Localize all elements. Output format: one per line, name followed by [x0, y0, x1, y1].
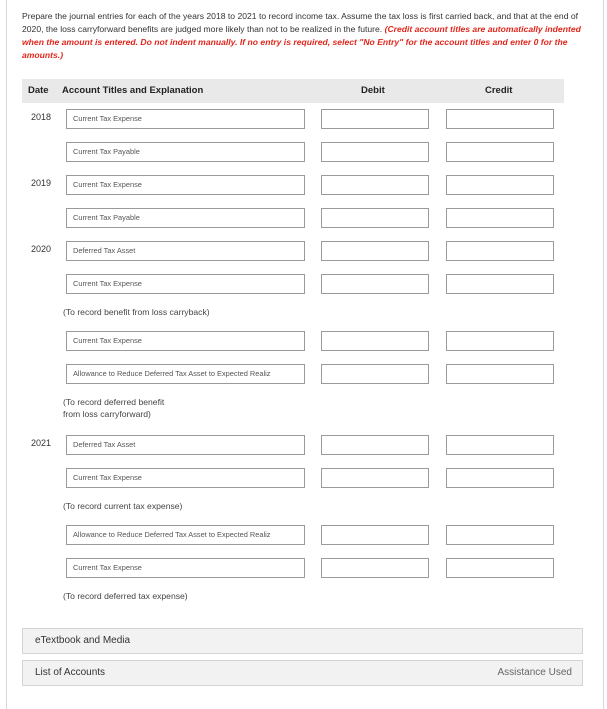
credit-input[interactable]	[446, 558, 554, 578]
account-title-input[interactable]: Allowance to Reduce Deferred Tax Asset to Expected Realiz	[66, 525, 305, 545]
debit-input[interactable]	[321, 175, 429, 195]
table-header	[22, 79, 564, 103]
instructions-text: Prepare the journal entries for each of the years 2018 to 2021 to record income tax. Assume the tax loss is first carried back, and that at the end of 2020, the loss carryforward benefits are judged more likely than not to be realized in the future.	[22, 11, 579, 34]
entry-explanation: (To record deferred tax expense)	[63, 591, 188, 601]
header-debit: Debit	[361, 85, 385, 96]
journal-row	[0, 239, 607, 263]
debit-input[interactable]	[321, 364, 429, 384]
credit-input[interactable]	[446, 435, 554, 455]
entry-explanation: (To record benefit from loss carryback)	[63, 307, 210, 317]
journal-row	[0, 272, 607, 296]
credit-input[interactable]	[446, 175, 554, 195]
instructions-red-text: (Credit account titles are automatically indented when the amount is entered. Do not indent manually. If no entry is required, select "No Entry" for the account titles and enter 0 for the amounts.)	[22, 24, 581, 60]
row-date: 2019	[31, 178, 52, 188]
account-title-input[interactable]: Current Tax Expense	[66, 274, 305, 294]
credit-input[interactable]	[446, 109, 554, 129]
account-title-input[interactable]: Current Tax Expense	[66, 558, 305, 578]
journal-row	[0, 107, 607, 131]
etextbook-panel[interactable]	[22, 628, 583, 654]
etextbook-link[interactable]: eTextbook and Media	[35, 635, 131, 646]
list-of-accounts-panel[interactable]	[22, 660, 583, 686]
entry-explanation	[63, 397, 164, 420]
credit-input[interactable]	[446, 364, 554, 384]
credit-input[interactable]	[446, 468, 554, 488]
credit-input[interactable]	[446, 331, 554, 351]
journal-row	[0, 433, 607, 457]
row-date: 2021	[31, 438, 52, 448]
header-account: Account Titles and Explanation	[62, 85, 204, 96]
debit-input[interactable]	[321, 525, 429, 545]
account-title-input[interactable]: Current Tax Expense	[66, 175, 305, 195]
row-date: 2020	[31, 244, 52, 254]
credit-input[interactable]	[446, 525, 554, 545]
credit-input[interactable]	[446, 208, 554, 228]
account-title-input[interactable]: Current Tax Expense	[66, 468, 305, 488]
list-of-accounts-link[interactable]: List of Accounts	[35, 667, 106, 678]
debit-input[interactable]	[321, 142, 429, 162]
journal-row	[0, 140, 607, 164]
instructions	[22, 10, 587, 62]
entry-explanation: (To record current tax expense)	[63, 501, 183, 511]
journal-row	[0, 173, 607, 197]
credit-input[interactable]	[446, 241, 554, 261]
account-title-input[interactable]: Deferred Tax Asset	[66, 435, 305, 455]
header-credit: Credit	[485, 85, 513, 96]
debit-input[interactable]	[321, 241, 429, 261]
account-title-input[interactable]: Deferred Tax Asset	[66, 241, 305, 261]
credit-input[interactable]	[446, 142, 554, 162]
entry-explanation-line: from loss carryforward)	[63, 408, 151, 419]
debit-input[interactable]	[321, 208, 429, 228]
debit-input[interactable]	[321, 558, 429, 578]
assistance-used-label: Assistance Used	[497, 667, 572, 678]
journal-row	[0, 329, 607, 353]
account-title-input[interactable]: Current Tax Payable	[66, 208, 305, 228]
journal-row	[0, 206, 607, 230]
account-title-input[interactable]: Current Tax Payable	[66, 142, 305, 162]
account-title-input[interactable]: Current Tax Expense	[66, 331, 305, 351]
debit-input[interactable]	[321, 331, 429, 351]
journal-row	[0, 523, 607, 547]
debit-input[interactable]	[321, 109, 429, 129]
account-title-input[interactable]: Current Tax Expense	[66, 109, 305, 129]
debit-input[interactable]	[321, 435, 429, 455]
debit-input[interactable]	[321, 468, 429, 488]
credit-input[interactable]	[446, 274, 554, 294]
header-date: Date	[28, 85, 49, 96]
row-date: 2018	[31, 112, 52, 122]
journal-row	[0, 556, 607, 580]
journal-row	[0, 362, 607, 386]
entry-explanation-line: (To record deferred benefit	[63, 397, 165, 407]
account-title-input[interactable]: Allowance to Reduce Deferred Tax Asset to Expected Realiz	[66, 364, 305, 384]
debit-input[interactable]	[321, 274, 429, 294]
journal-row	[0, 466, 607, 490]
